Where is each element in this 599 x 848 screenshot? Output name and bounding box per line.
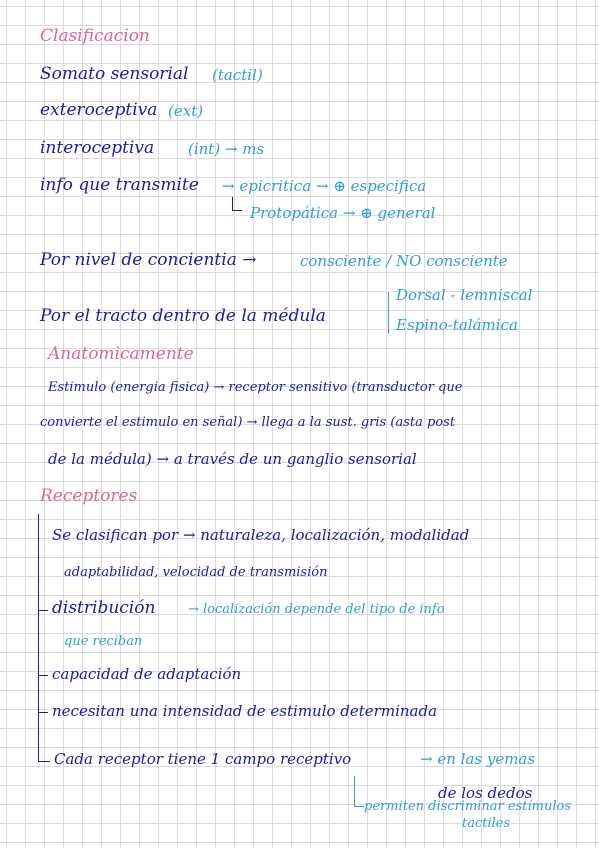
interoceptiva: interoceptiva [40, 138, 155, 158]
distribucion-note: → localización depende del tipo de info [188, 602, 445, 617]
tracto-dorsal: Dorsal - lemniscal [396, 286, 533, 304]
info-branch-connector [232, 197, 233, 210]
receptores-arm-capacidad [38, 675, 48, 676]
nivel-branch: consciente / NO consciente [300, 252, 508, 270]
info-branch-protopatica: Protopática → ⊕ general [250, 204, 436, 222]
somato-sensorial: Somato sensorial [40, 64, 189, 84]
info-branch-epicritica: → epicritica → ⊕ especifica [222, 177, 427, 195]
receptores-distribucion: distribución [52, 598, 156, 618]
receptores-campo: Cada receptor tiene 1 campo receptivo [54, 750, 352, 768]
anatomia-line-3: de la médula) → a través de un ganglio sensorial [48, 450, 417, 468]
receptores-bracket [38, 514, 39, 762]
exteroceptiva: exteroceptiva [40, 100, 158, 120]
campo-note-3: permiten discriminar estímulos [364, 799, 571, 814]
nivel-concientia: Por nivel de concientia → [40, 250, 257, 270]
campo-bracket-arm [354, 806, 364, 807]
heading-clasificacion: Clasificacion [40, 26, 150, 46]
receptores-line-1: Se clasifican por → naturaleza, localización, modalidad [52, 526, 470, 544]
tracto-espino: Espino-talámica [396, 316, 518, 334]
tracto-medula: Por el tracto dentro de la médula [40, 306, 326, 326]
heading-anatomicamente: Anatomicamente [48, 344, 194, 364]
info-branch-connector-arm [232, 210, 242, 211]
receptores-line-2: adaptabilidad, velocidad de transmisión [64, 565, 328, 580]
exteroceptiva-note: (ext) [168, 102, 204, 120]
tracto-bracket [388, 292, 389, 334]
anatomia-line-2: convierte el estimulo en señal) → llega a la sust. gris (asta post [40, 415, 456, 430]
interoceptiva-note: (int) → ms [188, 140, 265, 158]
campo-note-2: de los dedos [438, 784, 533, 802]
anatomia-line-1: Estimulo (energia fisica) → receptor sensitivo (transductor que [48, 380, 463, 395]
campo-note-1: → en las yemas [420, 750, 536, 768]
campo-bracket [354, 776, 355, 806]
info-transmite: info que transmite [40, 175, 199, 195]
receptores-arm-campo [38, 761, 50, 762]
somato-note: (tactil) [212, 66, 263, 84]
heading-receptores: Receptores [40, 486, 138, 506]
receptores-capacidad: capacidad de adaptación [52, 665, 242, 683]
receptores-arm-intensidad [38, 712, 48, 713]
campo-note-4: tactiles [462, 816, 511, 831]
distribucion-note-2: que reciban [64, 634, 143, 649]
receptores-arm-distribucion [38, 610, 48, 611]
receptores-intensidad: necesitan una intensidad de estimulo determinada [52, 702, 438, 720]
